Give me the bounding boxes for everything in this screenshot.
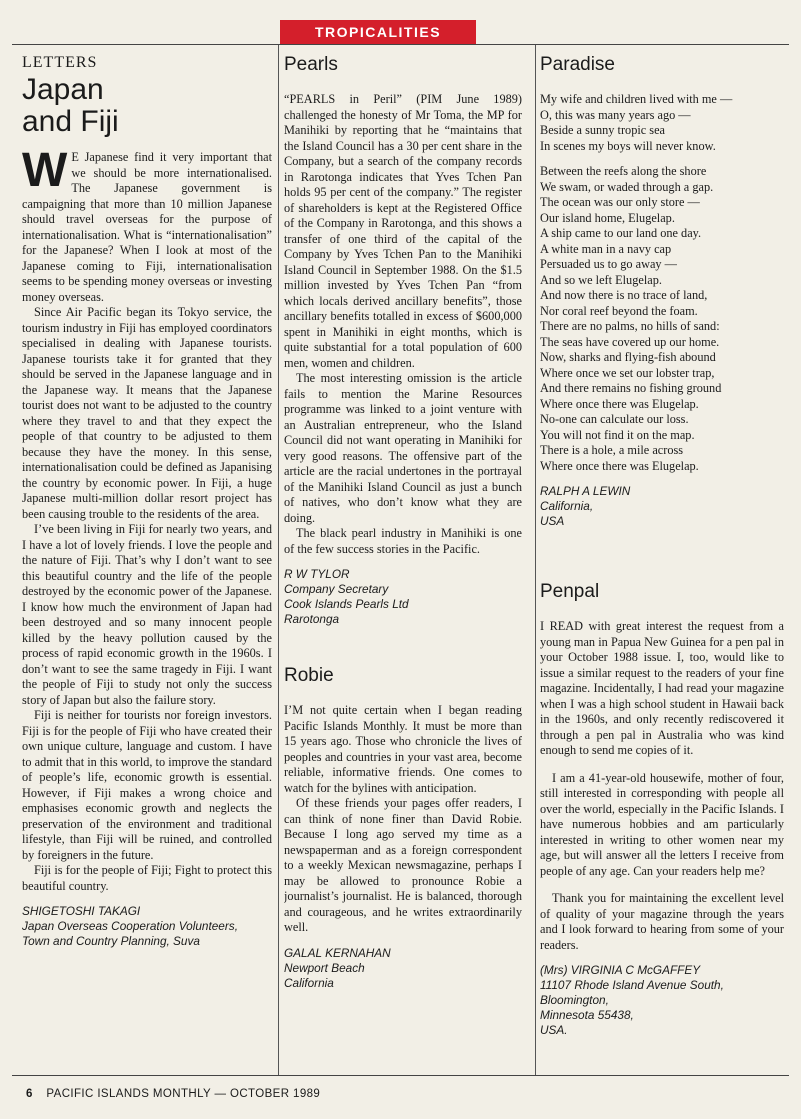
middle-column [284,54,522,991]
letter-title: Penpal [540,581,600,602]
letter-title: Pearls [284,54,338,75]
signature-name: R W TYLOR [284,567,350,581]
poem-line: Between the reefs along the shore [540,164,707,178]
letter-paragraph: WE Japanese find it very important that we should be more internationalised. The Japanese government is campaigning that more than 10 million Japanese should travel overseas for the purpose of internationalisation. What is “internationalisation” for the Japanese? When I look at most of the Japanese coming to Fiji, internationalisation seems to be spending money overseas or investing money overseas. [22,144,272,304]
letter-paragraph: Thank you for maintaining the excellent level of quality of your magazine through the years and I look forward to hearing from some of your readers. [540,891,784,952]
letter-paragraph: Fiji is for the people of Fiji; Fight to protect this beautiful country. [22,863,272,893]
poem-line: Where once there was Elugelap. [540,396,699,411]
publication-line: PACIFIC ISLANDS MONTHLY — OCTOBER 1989 [46,1088,321,1100]
poem-line: And so we left Elugelap. [540,272,662,287]
signature-name: GALAL KERNAHAN [284,945,391,960]
poem-line: A ship came to our land one day. [540,226,702,240]
signature-line: 11107 Rhode Island Avenue South, [540,978,724,992]
poem-line: Nor coral reef beyond the foam. [540,303,698,318]
poem-line: Persuaded us to go away — [540,257,677,271]
letter-paragraph: The black pearl industry in Manihiki is one of the few success stories in the Pacific. [284,526,522,556]
right-column [540,54,784,1038]
poem-line: Where once we set our lobster trap, [540,365,715,380]
signature-line: Newport Beach [284,960,365,975]
signature-line: Town and Country Planning, Suva [22,934,200,948]
section-kicker: LETTERS [22,54,98,71]
poem-stanza [540,164,784,474]
signature-line: Minnesota 55438, [540,1008,634,1022]
poem-line: My wife and children lived with me — [540,92,733,106]
letter-title-line-1: Japan [22,73,104,106]
signature-name: (Mrs) VIRGINIA C McGAFFEY [540,963,701,977]
poem-line: The seas have covered up our home. [540,334,720,349]
signature-line: Rarotonga [284,612,340,626]
letter-signature [540,963,784,1038]
letter-signature [284,946,522,991]
poem-line: There are no palms, no hills of sand: [540,319,720,333]
poem-stanza [540,92,784,154]
signature-name: RALPH A LEWIN [540,484,631,498]
letter-paragraph: The most interesting omission is the article fails to mention the Marine Resources programme was linked to a joint venture with an Australian entrepreneur, who the Island Council did not want operating in Manihiki for very good reasons. The offensive part of the article are the racial undertones in the portrayal of the Manihiki Island Council as just a bunch of natives, who don’t know what they are doing. [284,371,522,525]
letter-title: Robie [284,665,334,686]
letter-paradise [540,54,784,529]
signature-line: California [284,975,334,990]
letter-japan-fiji [22,54,272,949]
signature-line: USA. [540,1023,568,1037]
signature-line: Company Secretary [284,582,389,596]
letter-paragraph: I’M not quite certain when I began reading Pacific Islands Monthly. It must be more than 15 years ago. Those who chronicle the lives of peoples and countries in your vast area, become reliable, informative friends. One comes to watch for the bylines with anticipation. [284,703,522,795]
page-number: 6 [26,1088,33,1100]
poem-line: We swam, or waded through a gap. [540,179,714,194]
poem-line: Now, sharks and flying-fish abound [540,350,716,364]
signature-line: Japan Overseas Cooperation Volunteers, [22,919,238,933]
poem-line: You will not find it on the map. [540,427,695,442]
poem-line: Beside a sunny tropic sea [540,123,665,137]
poem-line: O, this was many years ago — [540,107,691,122]
page-footer [26,1088,320,1100]
poem-line: In scenes my boys will never know. [540,138,716,153]
section-banner: TROPICALITIES [280,20,476,44]
poem-line: And now there is no trace of land, [540,288,708,302]
poem [540,92,784,474]
letter-title-line-2: and Fiji [22,105,119,138]
letter-signature [284,567,522,627]
signature-name: SHIGETOSHI TAKAGI [22,904,141,918]
poem-line: There is a hole, a mile across [540,443,684,457]
letter-pearls [284,54,522,627]
signature-line: California, [540,499,594,513]
poem-line: A white man in a navy cap [540,241,672,256]
signature-line: Cook Islands Pearls Ltd [284,597,409,611]
letter-penpal [540,581,784,1038]
letter-paragraph: I’ve been living in Fiji for nearly two years, and I have a lot of lovely friends. I love the people and the nature of Fiji. That’s why I don’t want to see this beautiful country and the life of the people destroyed by the economic power of the Japanese. I know how much the environment of Japan had been destroyed and so many innocent people killed by the heavy pollution caused by the process of rapid economic growth in the 1960s. I don’t want to see the same tragedy in Fiji. I want the people of Fiji to study not only the success story of Japan but also the failure story. [22,522,272,707]
letter-paragraph: Fiji is neither for tourists nor foreign investors. Fiji is for the people of Fiji who have created their own unique culture, language and custom. I have to admit that in this world, to improve the standard of people’s life, economic growth is essential. However, if Fiji makes a wrong choice and emphasises economic growth and neglects the preservation of the environment and traditional lifestyle, than Fiji will be ruined, and controlled by foreigners in the future. [22,708,272,862]
poem-line: No-one can calculate our loss. [540,412,689,426]
letter-title: Paradise [540,54,615,75]
letter-paragraph: Since Air Pacific began its Tokyo service, the tourism industry in Fiji has employed coordinators specialised in dealing with Japanese tourists. Japanese tourists take it for granted that they should be served in the Japanese language and in the Japanese way. It means that the Japanese tourist does not want to be adjusted to the country where they travel to and that they expect the people of that country to be adjusted to them because they have the money. In this sense, internationalisation could be defined as Japanising the country by economic power. In Fiji, a huge Japanese multi-million dollar resort project has been causing trouble to the residents of the area. [22,305,272,521]
signature-line: Bloomington, [540,993,609,1007]
letter-paragraph: “PEARLS in Peril” (PIM June 1989) challenged the honesty of Mr Toma, the MP for Manihiki by reporting that he “maintains that the Island Council has a 30 per cent share in the Company, but a search of the company records in Rarotonga indicates that Yves Tchen Pan holds 95 per cent of the company.” The register of shareholders is kept at the Registered Office of the Company in Rarotonga, and this shows a transfer of one third of the capital of the Company by Yves Tchen Pan to the Manihiki Island Council in September 1988. On the $1.5 million invested by Yves Tchen Pan “from which locals derived ancillary benefits”, those ancillary benefits totalled in excess of $600,000 spent in Manihiki in eight months, which is quite substantial for a total population of 600 men, women and children. [284,92,522,370]
poem-line: And there remains no fishing ground [540,381,722,395]
letter-paragraph: I READ with great interest the request from a young man in Papua New Guinea for a pen pal in your October 1988 issue. I, too, would like to issue a similar request to the readers of your fine magazine. Incidentally, I had read your magazine when I was a high school student in Hawaii back in the 1960s, and only recently rediscovered it through a pen pal in Australia who was kind enough to send me copies of it. [540,619,784,757]
letter-paragraph: I am a 41-year-old housewife, mother of four, still interested in corresponding with people all over the world, especially in the Pacific Islands. I have numerous hobbies and am particularly interested in writing to other women near my age, but will answer all the letters I receive from people of any age. Can your readers help me? [540,770,784,878]
letter-signature [22,904,272,949]
poem-line: The ocean was our only store — [540,195,700,209]
poem-line: Where once there was Elugelap. [540,458,699,473]
letter-robie [284,665,522,991]
signature-line: USA [540,514,565,528]
letter-signature [540,484,784,529]
letter-title [22,74,272,138]
poem-line: Our island home, Elugelap. [540,210,675,225]
letter-paragraph: Of these friends your pages offer readers, I can think of none finer than David Robie. Because I long ago served my time as a newspaperman and as a foreign correspondent to a weekly Mexican newsmagazine, perhaps I may be allowed to pronounce Robie a journalist’s journalist. He is balanced, thorough and courageous, and he writes extraordinarily well. [284,796,522,934]
